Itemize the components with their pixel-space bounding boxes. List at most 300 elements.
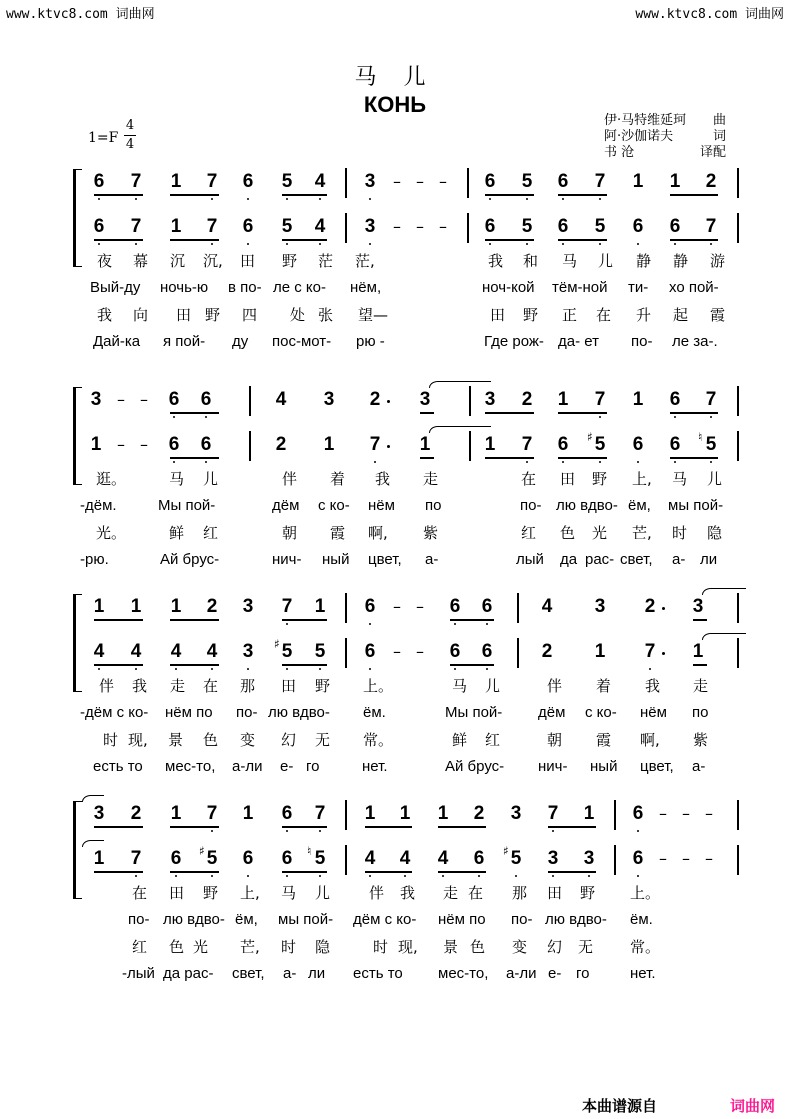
- lyric-syllable: а-: [692, 758, 706, 775]
- accidental-sharp: ♯: [274, 637, 280, 651]
- note-4: 4: [364, 848, 376, 869]
- lower-octave-dot: [674, 243, 676, 245]
- note-7: 7: [130, 216, 142, 237]
- underline-beam: [170, 239, 219, 241]
- lyric-syllable: 茫: [318, 252, 334, 270]
- lyric-syllable: -дём с ко-: [80, 704, 149, 721]
- watermark-right: www.ktvc8.com 词曲网: [635, 7, 784, 22]
- lyric-syllable: го: [306, 758, 320, 775]
- note-3: 3: [364, 216, 376, 237]
- lyric-syllable: нет.: [630, 965, 656, 982]
- lyric-syllable: 在: [203, 677, 219, 695]
- lyric-syllable: в по-: [228, 279, 262, 296]
- credit-name: 书 沧: [604, 145, 635, 160]
- note-3: 3: [547, 848, 559, 869]
- lower-octave-dot: [552, 830, 554, 832]
- lower-octave-dot: [369, 198, 371, 200]
- note-6: 6: [669, 389, 681, 410]
- note-6: 6: [449, 596, 461, 617]
- note-3: 3: [484, 389, 496, 410]
- lyric-syllable: ду: [232, 333, 249, 350]
- note-6: 6: [281, 803, 293, 824]
- lyric-syllable: мы пой-: [668, 497, 724, 514]
- note-7: 7: [281, 596, 293, 617]
- lyric-syllable: 野: [315, 677, 331, 695]
- lyric-syllable: 儿: [707, 470, 723, 488]
- underline-beam: [170, 826, 219, 828]
- tie-arc: [82, 795, 104, 802]
- note-5: 5: [281, 216, 293, 237]
- note-3: 3: [364, 171, 376, 192]
- lower-octave-dot: [637, 243, 639, 245]
- note-5: 5: [510, 848, 522, 869]
- lyric-syllable: 色: [560, 524, 576, 542]
- underline-beam: [282, 826, 327, 828]
- lyric-syllable: 啊,: [640, 731, 660, 749]
- lyric-syllable: е-: [548, 965, 562, 982]
- underline-beam: [558, 194, 607, 196]
- underline-beam: [548, 871, 596, 873]
- note-1: 1: [419, 434, 431, 455]
- lower-octave-dot: [649, 668, 651, 670]
- note-1: 1: [399, 803, 411, 824]
- lyric-syllable: 沉: [170, 252, 186, 270]
- lyric-syllable: 田: [560, 470, 576, 488]
- note-6: 6: [632, 216, 644, 237]
- lyric-syllable: цвет,: [640, 758, 674, 775]
- system-bracket: [73, 594, 82, 692]
- lyric-syllable: 在: [596, 306, 612, 324]
- lower-octave-dot: [637, 875, 639, 877]
- underline-beam: [485, 412, 534, 414]
- underline-beam: [170, 664, 219, 666]
- note-6: 6: [242, 848, 254, 869]
- lyric-syllable: цвет,: [368, 551, 402, 568]
- lyric-syllable: Вый-ду: [90, 279, 141, 296]
- underline-beam: [282, 619, 327, 621]
- lyric-syllable: есть то: [353, 965, 403, 982]
- lyric-syllable: 伴: [99, 677, 115, 695]
- lower-octave-dot: [211, 875, 213, 877]
- underline-beam: [170, 619, 219, 621]
- lyric-syllable: 幕: [133, 252, 149, 270]
- lyric-syllable: е-: [280, 758, 294, 775]
- lower-octave-dot: [369, 875, 371, 877]
- lyric-syllable: ный: [590, 758, 618, 775]
- lyric-syllable: 儿: [315, 884, 331, 902]
- lower-octave-dot: [454, 623, 456, 625]
- lyric-syllable: пос-мот-: [272, 333, 332, 350]
- lower-octave-dot: [710, 243, 712, 245]
- lyric-syllable: 上,: [240, 884, 260, 902]
- lower-octave-dot: [211, 198, 213, 200]
- note-1: 1: [170, 171, 182, 192]
- lyric-syllable: 时: [373, 938, 389, 956]
- lower-octave-dot: [175, 668, 177, 670]
- note-1: 1: [583, 803, 595, 824]
- note-3: 3: [583, 848, 595, 869]
- lyric-syllable: 隐: [315, 938, 331, 956]
- lower-octave-dot: [286, 623, 288, 625]
- barline: [737, 800, 739, 830]
- lower-octave-dot: [478, 875, 480, 877]
- lyric-syllable: по: [425, 497, 442, 514]
- lyric-syllable: 无: [315, 731, 331, 749]
- barline: [737, 845, 739, 875]
- note-1: 1: [594, 641, 606, 662]
- lyric-syllable: 啊,: [368, 524, 388, 542]
- lower-octave-dot: [552, 875, 554, 877]
- lyric-syllable: а-ли: [506, 965, 537, 982]
- lyric-syllable: с ко-: [585, 704, 617, 721]
- time-signature-bottom: 4: [125, 137, 135, 152]
- lower-octave-dot: [135, 198, 137, 200]
- lyric-syllable: 幻: [547, 938, 563, 956]
- lyric-syllable: 时: [672, 524, 688, 542]
- lower-octave-dot: [489, 243, 491, 245]
- extension-dash: –: [705, 804, 713, 823]
- lower-octave-dot: [205, 416, 207, 418]
- lyric-syllable: 茫,: [355, 252, 375, 270]
- extension-dash: –: [705, 849, 713, 868]
- lyric-syllable: 伴: [282, 470, 298, 488]
- note-6: 6: [632, 434, 644, 455]
- note-5: 5: [521, 216, 533, 237]
- lyric-syllable: 紫: [423, 524, 439, 542]
- lower-octave-dot: [454, 668, 456, 670]
- lyric-syllable: 着: [596, 677, 612, 695]
- lower-octave-dot: [562, 198, 564, 200]
- lower-octave-dot: [588, 875, 590, 877]
- lyric-syllable: нём: [368, 497, 395, 514]
- lyric-syllable: 幻: [281, 731, 297, 749]
- underline-beam: [282, 194, 327, 196]
- lyric-syllable: 静: [636, 252, 652, 270]
- lower-octave-dot: [247, 198, 249, 200]
- lower-octave-dot: [710, 416, 712, 418]
- lower-octave-dot: [486, 668, 488, 670]
- note-4: 4: [399, 848, 411, 869]
- underline-beam: [450, 664, 494, 666]
- lyric-syllable: хо пой-: [669, 279, 719, 296]
- lyric-syllable: 芒,: [240, 938, 260, 956]
- note-6: 6: [200, 389, 212, 410]
- underline-beam: [670, 194, 718, 196]
- lyric-syllable: 上。: [630, 884, 661, 902]
- extension-dash: –: [416, 642, 424, 661]
- lower-octave-dot: [599, 243, 601, 245]
- lyric-syllable: 光。: [96, 524, 127, 542]
- barline: [737, 168, 739, 198]
- note-6: 6: [281, 848, 293, 869]
- extension-dash: –: [659, 804, 667, 823]
- lyric-syllable: -дём.: [80, 497, 117, 514]
- note-2: 2: [644, 596, 656, 617]
- lyric-syllable: 望—: [358, 306, 389, 324]
- lower-octave-dot: [319, 243, 321, 245]
- lyric-syllable: мес-то,: [438, 965, 489, 982]
- underline-beam: [670, 239, 718, 241]
- extension-dash: –: [416, 172, 424, 191]
- note-7: 7: [369, 434, 381, 455]
- underline-beam: [558, 457, 607, 459]
- note-6: 6: [632, 848, 644, 869]
- note-4: 4: [206, 641, 218, 662]
- note-2: 2: [473, 803, 485, 824]
- lyric-syllable: нём по: [438, 911, 486, 928]
- underline-beam: [558, 239, 607, 241]
- note-7: 7: [705, 389, 717, 410]
- augmentation-dot: [662, 607, 665, 610]
- lyric-syllable: ти-: [628, 279, 649, 296]
- lyric-syllable: дём: [538, 704, 566, 721]
- note-3: 3: [242, 641, 254, 662]
- barline: [737, 431, 739, 461]
- note-1: 1: [170, 216, 182, 237]
- lyric-syllable: нём по: [165, 704, 213, 721]
- lyric-syllable: 红: [132, 938, 148, 956]
- lyric-syllable: да рас-: [163, 965, 214, 982]
- watermark-left: www.ktvc8.com 词曲网: [6, 7, 155, 22]
- lyric-syllable: да: [560, 551, 578, 568]
- lyric-syllable: лю вдво-: [556, 497, 618, 514]
- note-6: 6: [200, 434, 212, 455]
- lyric-syllable: 马: [169, 470, 185, 488]
- credit-name: 伊·马特维延珂: [604, 113, 687, 128]
- lyric-syllable: 时: [103, 731, 119, 749]
- lyric-syllable: 上。: [363, 677, 394, 695]
- lyric-syllable: нич-: [538, 758, 568, 775]
- underline-beam: [485, 239, 534, 241]
- note-7: 7: [206, 216, 218, 237]
- barline: [737, 213, 739, 243]
- extension-dash: –: [682, 849, 690, 868]
- lyric-syllable: нём: [640, 704, 667, 721]
- credit-lyricist: [604, 129, 726, 145]
- lyric-syllable: 光: [592, 524, 608, 542]
- credit-role: 译配: [699, 145, 726, 160]
- augmentation-dot: [662, 652, 665, 655]
- note-1: 1: [692, 641, 704, 662]
- lyric-syllable: 逛。: [96, 470, 127, 488]
- lower-octave-dot: [211, 668, 213, 670]
- lyric-syllable: а-: [425, 551, 439, 568]
- lyric-syllable: 走: [693, 677, 709, 695]
- lyric-syllable: 色: [203, 731, 219, 749]
- barline: [345, 800, 347, 830]
- note-1: 1: [632, 171, 644, 192]
- lyric-syllable: 田: [490, 306, 506, 324]
- note-3: 3: [90, 389, 102, 410]
- lyric-syllable: 常。: [630, 938, 661, 956]
- lyric-syllable: свет,: [232, 965, 265, 982]
- underline-beam: [94, 826, 143, 828]
- system-bracket: [73, 169, 82, 267]
- note-6: 6: [242, 171, 254, 192]
- note-5: 5: [314, 848, 326, 869]
- underline-beam: [548, 826, 596, 828]
- note-6: 6: [93, 171, 105, 192]
- lyric-syllable: нич-: [272, 551, 302, 568]
- lyric-syllable: нём,: [350, 279, 382, 296]
- lyric-syllable: Ай брус-: [445, 758, 505, 775]
- lyric-syllable: 霞: [330, 524, 346, 542]
- lower-octave-dot: [286, 198, 288, 200]
- lyric-syllable: Дай-ка: [93, 333, 141, 350]
- underline-beam: [94, 664, 143, 666]
- underline-beam: [170, 457, 219, 459]
- lower-octave-dot: [211, 830, 213, 832]
- system-bracket: [73, 801, 82, 899]
- lyric-syllable: 红: [485, 731, 501, 749]
- augmentation-dot: [387, 445, 390, 448]
- lower-octave-dot: [599, 461, 601, 463]
- lyric-syllable: 游: [710, 252, 726, 270]
- note-3: 3: [510, 803, 522, 824]
- lyric-syllable: 我: [375, 470, 391, 488]
- lyric-syllable: ли: [700, 551, 718, 568]
- note-5: 5: [594, 216, 606, 237]
- lower-octave-dot: [175, 875, 177, 877]
- lower-octave-dot: [247, 668, 249, 670]
- note-1: 1: [484, 434, 496, 455]
- lyric-syllable: 色: [169, 938, 185, 956]
- underline-beam: [282, 664, 327, 666]
- lower-octave-dot: [286, 875, 288, 877]
- lower-octave-dot: [526, 243, 528, 245]
- lyric-syllable: 野: [205, 306, 221, 324]
- note-3: 3: [242, 596, 254, 617]
- note-6: 6: [669, 216, 681, 237]
- extension-dash: –: [393, 597, 401, 616]
- note-4: 4: [130, 641, 142, 662]
- lyric-syllable: 田: [176, 306, 192, 324]
- note-4: 4: [93, 641, 105, 662]
- lower-octave-dot: [319, 875, 321, 877]
- barline: [345, 593, 347, 623]
- lyric-syllable: ноч-кой: [482, 279, 535, 296]
- lyric-syllable: 那: [240, 677, 256, 695]
- lyric-syllable: лю вдво-: [545, 911, 607, 928]
- note-4: 4: [314, 171, 326, 192]
- lyric-syllable: Ай брус-: [160, 551, 220, 568]
- underline-beam: [438, 871, 486, 873]
- credits: [604, 113, 726, 161]
- lyric-syllable: 芒,: [632, 524, 652, 542]
- lyric-syllable: Где рож-: [484, 333, 544, 350]
- lyric-syllable: 在: [468, 884, 484, 902]
- lyric-syllable: 红: [203, 524, 219, 542]
- lyric-syllable: 朝: [282, 524, 298, 542]
- lyric-syllable: 野: [592, 470, 608, 488]
- lyric-syllable: а-ли: [232, 758, 263, 775]
- lyric-syllable: ли: [308, 965, 326, 982]
- lower-octave-dot: [286, 668, 288, 670]
- note-6: 6: [557, 434, 569, 455]
- lyric-syllable: 在: [132, 884, 148, 902]
- note-5: 5: [281, 641, 293, 662]
- lower-octave-dot: [710, 461, 712, 463]
- extension-dash: –: [416, 217, 424, 236]
- extension-dash: –: [117, 390, 125, 409]
- credit-role: 曲: [712, 113, 726, 128]
- lyric-syllable: 我: [400, 884, 416, 902]
- note-1: 1: [90, 434, 102, 455]
- lyric-syllable: Мы пой-: [158, 497, 216, 514]
- lyric-syllable: 着: [330, 470, 346, 488]
- note-7: 7: [594, 389, 606, 410]
- lyric-syllable: тём-ной: [552, 279, 608, 296]
- lyric-syllable: ле за-.: [672, 333, 718, 350]
- lyric-syllable: 张: [318, 306, 334, 324]
- lower-octave-dot: [173, 416, 175, 418]
- note-7: 7: [594, 171, 606, 192]
- lyric-syllable: 升: [636, 306, 652, 324]
- lyric-syllable: 伴: [547, 677, 563, 695]
- extension-dash: –: [659, 849, 667, 868]
- footer-site-link[interactable]: 词曲网: [730, 1097, 776, 1115]
- lower-octave-dot: [637, 830, 639, 832]
- barline: [467, 168, 469, 198]
- note-6: 6: [93, 216, 105, 237]
- lyric-syllable: 田: [169, 884, 185, 902]
- note-6: 6: [481, 596, 493, 617]
- lower-octave-dot: [211, 243, 213, 245]
- note-7: 7: [130, 171, 142, 192]
- lyric-syllable: 沉,: [203, 252, 223, 270]
- lyric-syllable: 变: [240, 731, 256, 749]
- lyric-syllable: нет.: [362, 758, 388, 775]
- note-4: 4: [541, 596, 553, 617]
- lyric-syllable: 儿: [203, 470, 219, 488]
- barline: [345, 168, 347, 198]
- lyric-syllable: 我: [97, 306, 113, 324]
- note-1: 1: [557, 389, 569, 410]
- extension-dash: –: [393, 172, 401, 191]
- system-bracket: [73, 387, 82, 485]
- note-1: 1: [437, 803, 449, 824]
- note-2: 2: [369, 389, 381, 410]
- lower-octave-dot: [599, 416, 601, 418]
- accidental-sharp: ♯: [199, 844, 205, 858]
- lyric-syllable: 霞: [710, 306, 726, 324]
- lyric-syllable: 向: [133, 306, 149, 324]
- lower-octave-dot: [319, 668, 321, 670]
- accidental-sharp: ♯: [587, 430, 593, 444]
- lower-octave-dot: [637, 461, 639, 463]
- note-6: 6: [557, 216, 569, 237]
- lyric-syllable: рю -: [356, 333, 385, 350]
- lyric-syllable: 红: [521, 524, 537, 542]
- note-1: 1: [170, 803, 182, 824]
- lyric-syllable: 隐: [707, 524, 723, 542]
- note-5: 5: [281, 171, 293, 192]
- note-5: 5: [314, 641, 326, 662]
- lower-octave-dot: [173, 461, 175, 463]
- lyric-syllable: по-: [631, 333, 653, 350]
- lower-octave-dot: [442, 875, 444, 877]
- underline-beam: [170, 412, 219, 414]
- note-7: 7: [206, 171, 218, 192]
- lower-octave-dot: [374, 461, 376, 463]
- lower-octave-dot: [674, 461, 676, 463]
- credit-role: 词: [712, 129, 726, 144]
- lyric-syllable: 马: [562, 252, 578, 270]
- lyric-syllable: 朝: [547, 731, 563, 749]
- lyric-syllable: я пой-: [163, 333, 206, 350]
- lyric-syllable: 我: [488, 252, 504, 270]
- lyric-syllable: 光: [193, 938, 209, 956]
